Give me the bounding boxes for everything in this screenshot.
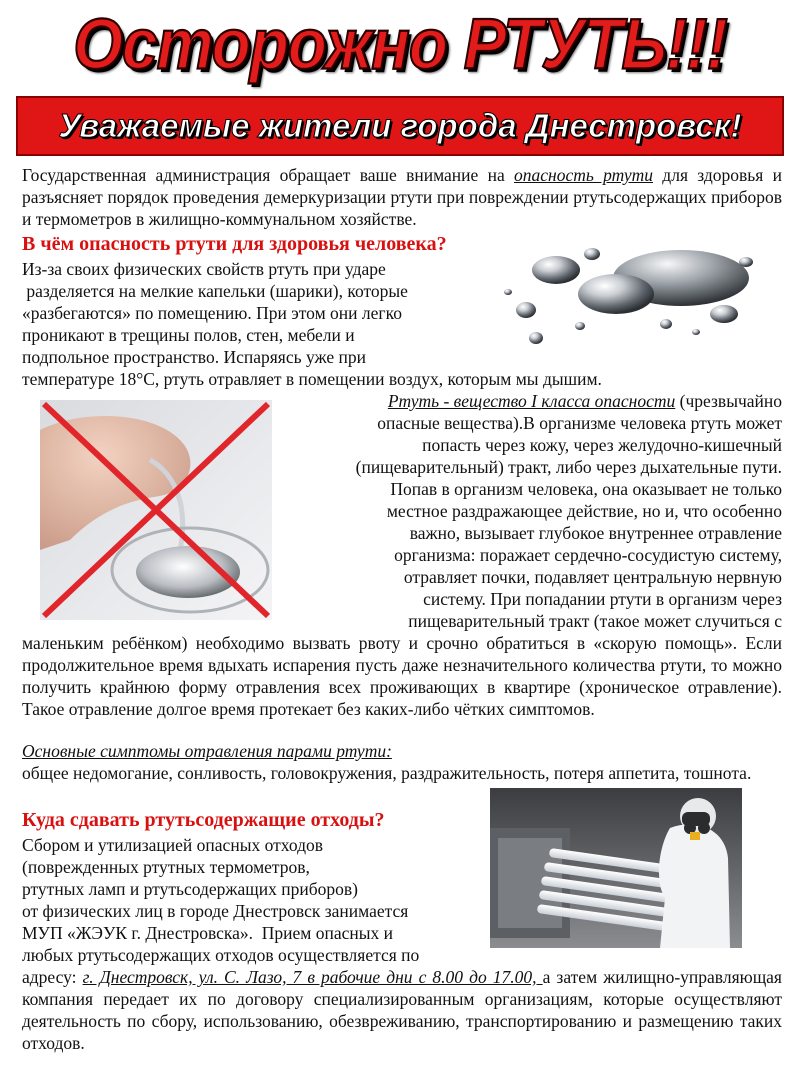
section2-continuation: маленьким ребёнком) необходимо вызвать рвоту и срочно обратиться в «скорую помощь». Если продолжительное время вдыхать испарения пусть даже незначительного количества ртути, то можно получить крайнюю форму отравления всех проживающих в квартире (хроническое отравление). Такое отравление долгое время протекает без каких-либо чётких симптомов. — [22, 633, 782, 719]
collection-address: г. Днестровск, ул. С. Лазо, 7 в рабочие дни с 8.00 до 17.00, — [82, 967, 543, 987]
section3-paragraph: Сбором и утилизацией опасных отходов (поврежденных ртутных термометров, ртутных ламп и ртутьсодержащих приборов) от физических лиц в городе Днестровск занимается МУП «ЖЭУК г. Днестровска». Прием опасных и любых ртутьсодержащих отходов осуществляется по — [22, 835, 420, 965]
mercury-danger-emphasis: опасность ртути — [514, 165, 654, 185]
mercury-droplets-image — [496, 232, 766, 360]
hand-mercury-crossed-image — [40, 400, 272, 620]
address-paragraph: адресу: г. Днестровск, ул. С. Лазо, 7 в рабочие дни с 8.00 до 17.00, а затем жилищно-управляющая компания передает их по договору специализированным организациям, которые осуществляют деятельность по сбору, использованию, обезвреживанию, транспортированию и размещению таких отходов. — [22, 967, 782, 1053]
address-banner: Уважаемые жители города Днестровск! — [16, 96, 784, 156]
section1-paragraph: Из-за своих физических свойств ртуть при ударе разделяется на мелкие капельки (шарики), которые «разбегаются» по помещению. При этом они легко проникают в трещины полов, стен, мебели и подпольное пространство. Испаряясь уже при — [22, 259, 408, 367]
worker-with-lamps-image — [490, 788, 742, 948]
section1-last-line: температуре 18°С, ртуть отравляет в помещении воздух, которым мы дышим. — [22, 369, 602, 389]
section2-paragraph: Ртуть - вещество I класса опасности (чрезвычайно опасные вещества).В организме человека ртуть может попасть через кожу, через желудочно-кишечный (пищеварительный) тракт, либо через дыхательные пути. Попав в организм человека, она оказывает не только местное раздражающее действие, но и, что особенно важно, вызывает глубокое внутреннее отравление организма: поражает сердечно-сосудистую систему, отравляет почки, подавляет центральную нервную систему. При попадании ртути в организм через пищеварительный тракт (такое может случиться с — [355, 391, 782, 631]
section-heading-danger: В чём опасность ртути для здоровья человека? — [22, 233, 447, 255]
page-title: Осторожно РТУТЬ!!! — [73, 3, 727, 85]
intro-paragraph: Государственная администрация обращает ваше внимание на опасность ртути для здоровья и разъясняет порядок проведения демеркуризации ртути при повреждении ртутьсодержащих приборов и термометров в жилищно-коммунальном хозяйстве. — [22, 165, 782, 229]
hazard-class-emphasis: Ртуть - вещество I класса опасности — [387, 391, 676, 411]
symptoms-label: Основные симптомы отравления парами ртути: — [22, 741, 392, 761]
symptoms-list: общее недомогание, сонливость, головокружения, раздражительность, потеря аппетита, тошнота. — [22, 763, 752, 783]
section-heading-disposal: Куда сдавать ртутьсодержащие отходы? — [22, 809, 385, 831]
